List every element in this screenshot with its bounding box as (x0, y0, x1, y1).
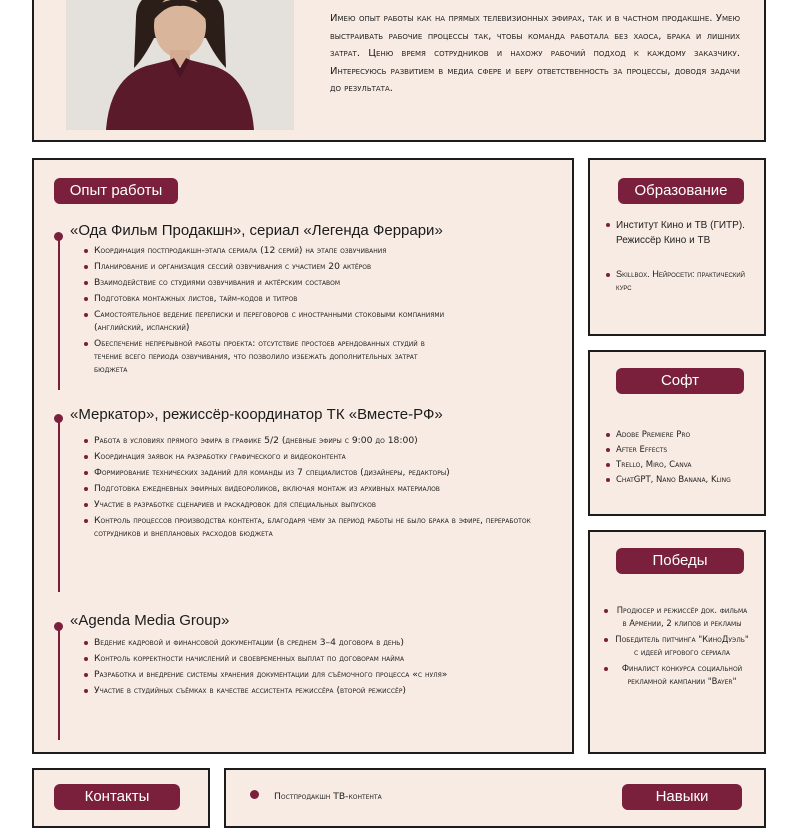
education-heading: Образование (618, 178, 744, 204)
list-item: Планирование и организация сессий озвучивания с участием 20 актёров (82, 260, 552, 273)
experience-heading: Опыт работы (54, 178, 178, 204)
job-line (58, 422, 60, 592)
list-item: Самостоятельное ведение переписки и переговоров с иностранными стоковыми компаниями (английский, испанский) (82, 308, 494, 334)
list-item: Разработка и внедрение системы хранения документации для съёмочного процесса «с нуля» (82, 668, 552, 681)
list-item: Ведение кадровой и финансовой документации (в среднем 3–4 договора в день) (82, 636, 552, 649)
job-title: «Меркатор», режиссёр-координатор ТК «Вместе-РФ» (70, 406, 443, 423)
list-item: Взаимодействие со студиями озвучивания и актёрским составом (82, 276, 552, 289)
education-panel (588, 158, 766, 336)
contacts-panel (32, 768, 210, 828)
list-item: Trello, Miro, Canva (604, 458, 764, 473)
list-item: Финалист конкурса социальной рекламной кампании "Bayer" (602, 662, 750, 687)
job-items (82, 636, 552, 697)
job-line (58, 240, 60, 390)
list-item: Обеспечение непрерывной работы проекта: отсутствие простоев арендованных студий в течение всего периода озвучивания, что позволило избежать дополнительных затрат бюджета (82, 337, 434, 376)
skills-panel (224, 768, 766, 828)
job-items (82, 434, 552, 540)
skills-heading: Навыки (622, 784, 742, 810)
list-item: Контроль корректности начислений и своевременных выплат по договорам найма (82, 652, 552, 665)
wins-panel (588, 530, 766, 754)
list-item: Участие в разработке сценариев и раскадровок для специальных выпусков (82, 498, 552, 511)
list-item: Институт Кино и ТВ (ГИТР). Режиссёр Кино и ТВ (604, 218, 756, 248)
education-items (604, 218, 756, 294)
list-item: Skillbox. Нейросети: практический курс (604, 268, 756, 294)
skills-first-item: Постпродакшн ТВ-контента (274, 791, 382, 802)
list-item: Победитель питчинга "КиноДуэль" с идеей игрового сериала (602, 633, 750, 658)
list-item: Продюсер и режиссёр док. фильма в Армении, 2 клипов и рекламы (602, 604, 750, 629)
list-item: Координация заявок на разработку графического и видеоконтента (82, 450, 552, 463)
job-title: «Ода Фильм Продакшн», сериал «Легенда Феррари» (70, 222, 443, 239)
portrait-image (66, 0, 294, 130)
software-heading: Софт (616, 368, 744, 394)
list-item: Координация постпродакшн-этапа сериала (12 серий) на этапе озвучивания (82, 244, 552, 257)
experience-panel (32, 158, 574, 754)
intro-panel (32, 0, 766, 142)
list-item: Участие в студийных съёмках в качестве ассистента режиссёра (второй режиссёр) (82, 684, 552, 697)
list-item: After Effects (604, 443, 764, 458)
list-item: ChatGPT, Nano Banana, Kling (604, 473, 764, 488)
list-item: Подготовка ежедневных эфирных видеороликов, включая монтаж из архивных материалов (82, 482, 552, 495)
list-item: Adobe Premiere Pro (604, 428, 764, 443)
job-items (82, 244, 552, 376)
list-item: Контроль процессов производства контента, благодаря чему за период работы не было брака в эфире, переработок сотрудников и внеплановых расходов бюджета (82, 514, 552, 540)
list-item: Подготовка монтажных листов, тайм-кодов и титров (82, 292, 552, 305)
list-item: Формирование технических заданий для команды из 7 специалистов (дизайнеры, редакторы) (82, 466, 552, 479)
software-items (604, 428, 764, 488)
list-item: Работа в условиях прямого эфира в графике 5/2 (дневные эфиры с 9:00 до 18:00) (82, 434, 514, 447)
wins-items (602, 604, 750, 687)
wins-heading: Победы (616, 548, 744, 574)
job-line (58, 630, 60, 740)
software-panel (588, 350, 766, 516)
skills-marker (250, 790, 259, 799)
contacts-heading: Контакты (54, 784, 180, 810)
intro-text: Имею опыт работы как на прямых телевизионных эфирах, так и в частном продакшне. Умею выстраивать рабочие процессы так, чтобы команда работала без хаоса, брака и лишних затрат. Ценю время сотрудников и нахожу рабочий подход к каждому заказчику. Интересуюсь развитием в медиа сфере и беру ответственность за процессы, доводя задачи до результата. (330, 13, 740, 94)
profile-photo (66, 0, 294, 130)
job-title: «Agenda Media Group» (70, 612, 230, 629)
